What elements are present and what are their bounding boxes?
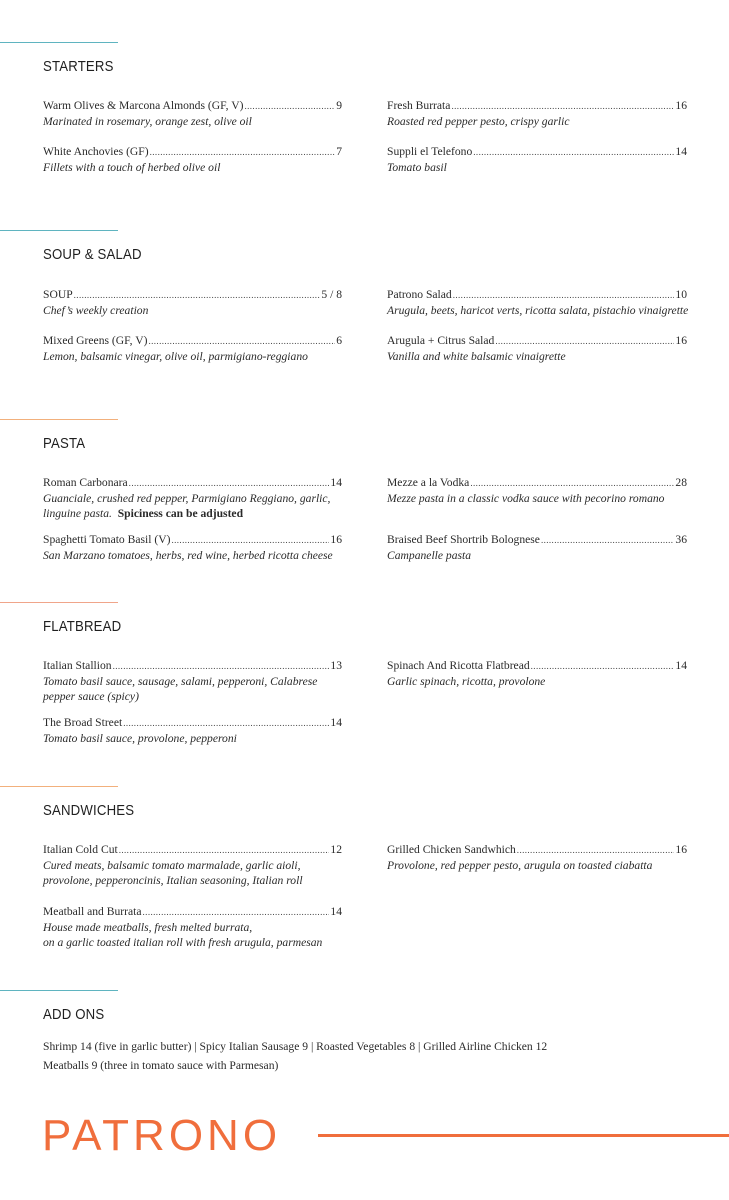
item-name: The Broad Street <box>43 716 123 729</box>
brand-underline <box>318 1134 729 1137</box>
dot-leader <box>129 476 330 491</box>
dot-leader <box>148 334 335 349</box>
item-description: Tomato basil <box>387 161 447 174</box>
item-price: 7 <box>336 145 342 158</box>
item-description: Marinated in rosemary, orange zest, olive oil <box>43 115 252 128</box>
item-name: Italian Cold Cut <box>43 843 118 856</box>
section-divider-add-ons <box>0 990 118 991</box>
menu-item-patrono-salad <box>387 287 687 318</box>
menu-item-italian-stallion <box>43 658 342 704</box>
item-name: Mixed Greens (GF, V) <box>43 334 148 347</box>
add-ons-line-2: Meatballs 9 (three in tomato sauce with Parmesan) <box>43 1059 279 1072</box>
section-title-flatbread: FLATBREAD <box>43 618 122 635</box>
add-ons-list <box>43 1037 703 1075</box>
item-price: 12 <box>330 843 342 856</box>
add-ons-line-1: Shrimp 14 (five in garlic butter) | Spicy Italian Sausage 9 | Roasted Vegetables 8 | Grilled Airline Chicken 12 <box>43 1040 548 1053</box>
section-title-starters: STARTERS <box>43 58 114 75</box>
item-price: 14 <box>330 716 342 729</box>
menu-item-fresh-burrata <box>387 98 687 129</box>
item-description: Tomato basil sauce, provolone, pepperoni <box>43 732 237 745</box>
section-title-soup-salad: SOUP & SALAD <box>43 246 142 263</box>
menu-item-italian-cold-cut <box>43 842 342 888</box>
section-title-add-ons: ADD ONS <box>43 1006 105 1023</box>
dot-leader <box>119 843 330 858</box>
item-name: Spaghetti Tomato Basil (V) <box>43 533 171 546</box>
dot-leader <box>244 99 335 114</box>
menu-item-suppli-el-telefono <box>387 144 687 175</box>
dot-leader <box>150 145 336 160</box>
item-description: San Marzano tomatoes, herbs, red wine, herbed ricotta cheese <box>43 549 333 562</box>
item-price: 14 <box>675 145 687 158</box>
dot-leader <box>74 288 321 303</box>
item-price: 36 <box>675 533 687 546</box>
item-description: Tomato basil sauce, sausage, salami, pepperoni, Calabrese pepper sauce (spicy) <box>43 675 318 703</box>
item-description: Mezze pasta in a classic vodka sauce with pecorino romano <box>387 492 665 505</box>
menu-item-the-broad-street <box>43 715 342 746</box>
item-note: Spiciness can be adjusted <box>117 507 244 520</box>
item-description: Garlic spinach, ricotta, provolone <box>387 675 546 688</box>
dot-leader <box>470 476 674 491</box>
item-price: 5 / 8 <box>321 288 342 301</box>
item-price: 28 <box>675 476 687 489</box>
section-title-sandwiches: SANDWICHES <box>43 802 135 819</box>
dot-leader <box>495 334 674 349</box>
section-divider-sandwiches <box>0 786 118 787</box>
item-price: 16 <box>675 99 687 112</box>
menu-item-warm-olives <box>43 98 342 129</box>
item-description: Roasted red pepper pesto, crispy garlic <box>387 115 570 128</box>
item-description: Cured meats, balsamic tomato marmalade, garlic aioli, provolone, pepperoncinis, Italian seasoning, Italian roll <box>43 859 303 887</box>
item-description: Vanilla and white balsamic vinaigrette <box>387 350 566 363</box>
section-divider-pasta <box>0 419 118 420</box>
item-name: Suppli el Telefono <box>387 145 473 158</box>
menu-item-mezze-a-la-vodka <box>387 475 687 506</box>
menu-item-white-anchovies <box>43 144 342 175</box>
menu-item-arugula-citrus-salad <box>387 333 687 364</box>
dot-leader <box>171 533 329 548</box>
item-description: Fillets with a touch of herbed olive oil <box>43 161 221 174</box>
item-description-line2: on a garlic toasted italian roll with fresh arugula, parmesan <box>43 936 323 949</box>
item-price: 10 <box>675 288 687 301</box>
item-name: Spinach And Ricotta Flatbread <box>387 659 530 672</box>
dot-leader <box>453 288 675 303</box>
dot-leader <box>451 99 674 114</box>
item-price: 16 <box>330 533 342 546</box>
menu-item-spinach-ricotta-flatbread <box>387 658 687 689</box>
menu-item-soup <box>43 287 342 318</box>
item-price: 16 <box>675 334 687 347</box>
item-name: Warm Olives & Marcona Almonds (GF, V) <box>43 99 244 112</box>
menu-item-meatball-burrata <box>43 904 342 950</box>
section-divider-starters <box>0 42 118 43</box>
item-name: Grilled Chicken Sandwhich <box>387 843 516 856</box>
dot-leader <box>531 659 675 674</box>
item-description <box>43 491 342 521</box>
item-name: Fresh Burrata <box>387 99 451 112</box>
brand-logo: PATRONO <box>42 1111 282 1160</box>
dot-leader <box>473 145 674 160</box>
item-name: Italian Stallion <box>43 659 112 672</box>
section-divider-soup-salad <box>0 230 118 231</box>
menu-item-spaghetti-tomato-basil <box>43 532 342 563</box>
item-name: Mezze a la Vodka <box>387 476 470 489</box>
menu-item-grilled-chicken-sandwich <box>387 842 687 873</box>
item-description: Lemon, balsamic vinegar, olive oil, parmigiano-reggiano <box>43 350 308 363</box>
item-description: Chef’s weekly creation <box>43 304 149 317</box>
menu-item-braised-beef-shortrib <box>387 532 687 563</box>
item-description: Campanelle pasta <box>387 549 472 562</box>
menu-item-roman-carbonara <box>43 475 342 521</box>
dot-leader <box>541 533 674 548</box>
item-description-line1: House made meatballs, fresh melted burrata, <box>43 921 253 934</box>
section-divider-flatbread <box>0 602 118 603</box>
section-title-pasta: PASTA <box>43 435 86 452</box>
item-description: Provolone, red pepper pesto, arugula on toasted ciabatta <box>387 859 653 872</box>
item-name: Arugula + Citrus Salad <box>387 334 495 347</box>
dot-leader <box>517 843 675 858</box>
item-price: 14 <box>675 659 687 672</box>
item-name: Patrono Salad <box>387 288 452 301</box>
item-price: 16 <box>675 843 687 856</box>
item-price: 9 <box>336 99 342 112</box>
item-name: Meatball and Burrata <box>43 905 142 918</box>
item-name: Roman Carbonara <box>43 476 128 489</box>
item-name: White Anchovies (GF) <box>43 145 149 158</box>
item-price: 14 <box>330 476 342 489</box>
dot-leader <box>123 716 329 731</box>
dot-leader <box>143 905 330 920</box>
item-description-text: Guanciale, crushed red pepper, Parmigiano Reggiano, garlic, linguine pasta. <box>43 492 331 520</box>
item-price: 13 <box>330 659 342 672</box>
dot-leader <box>113 659 330 674</box>
item-name: Braised Beef Shortrib Bolognese <box>387 533 540 546</box>
item-price: 14 <box>330 905 342 918</box>
menu-item-mixed-greens <box>43 333 342 364</box>
item-description: Arugula, beets, haricot verts, ricotta salata, pistachio vinaigrette <box>387 304 689 317</box>
item-name: SOUP <box>43 288 73 301</box>
item-price: 6 <box>336 334 342 347</box>
